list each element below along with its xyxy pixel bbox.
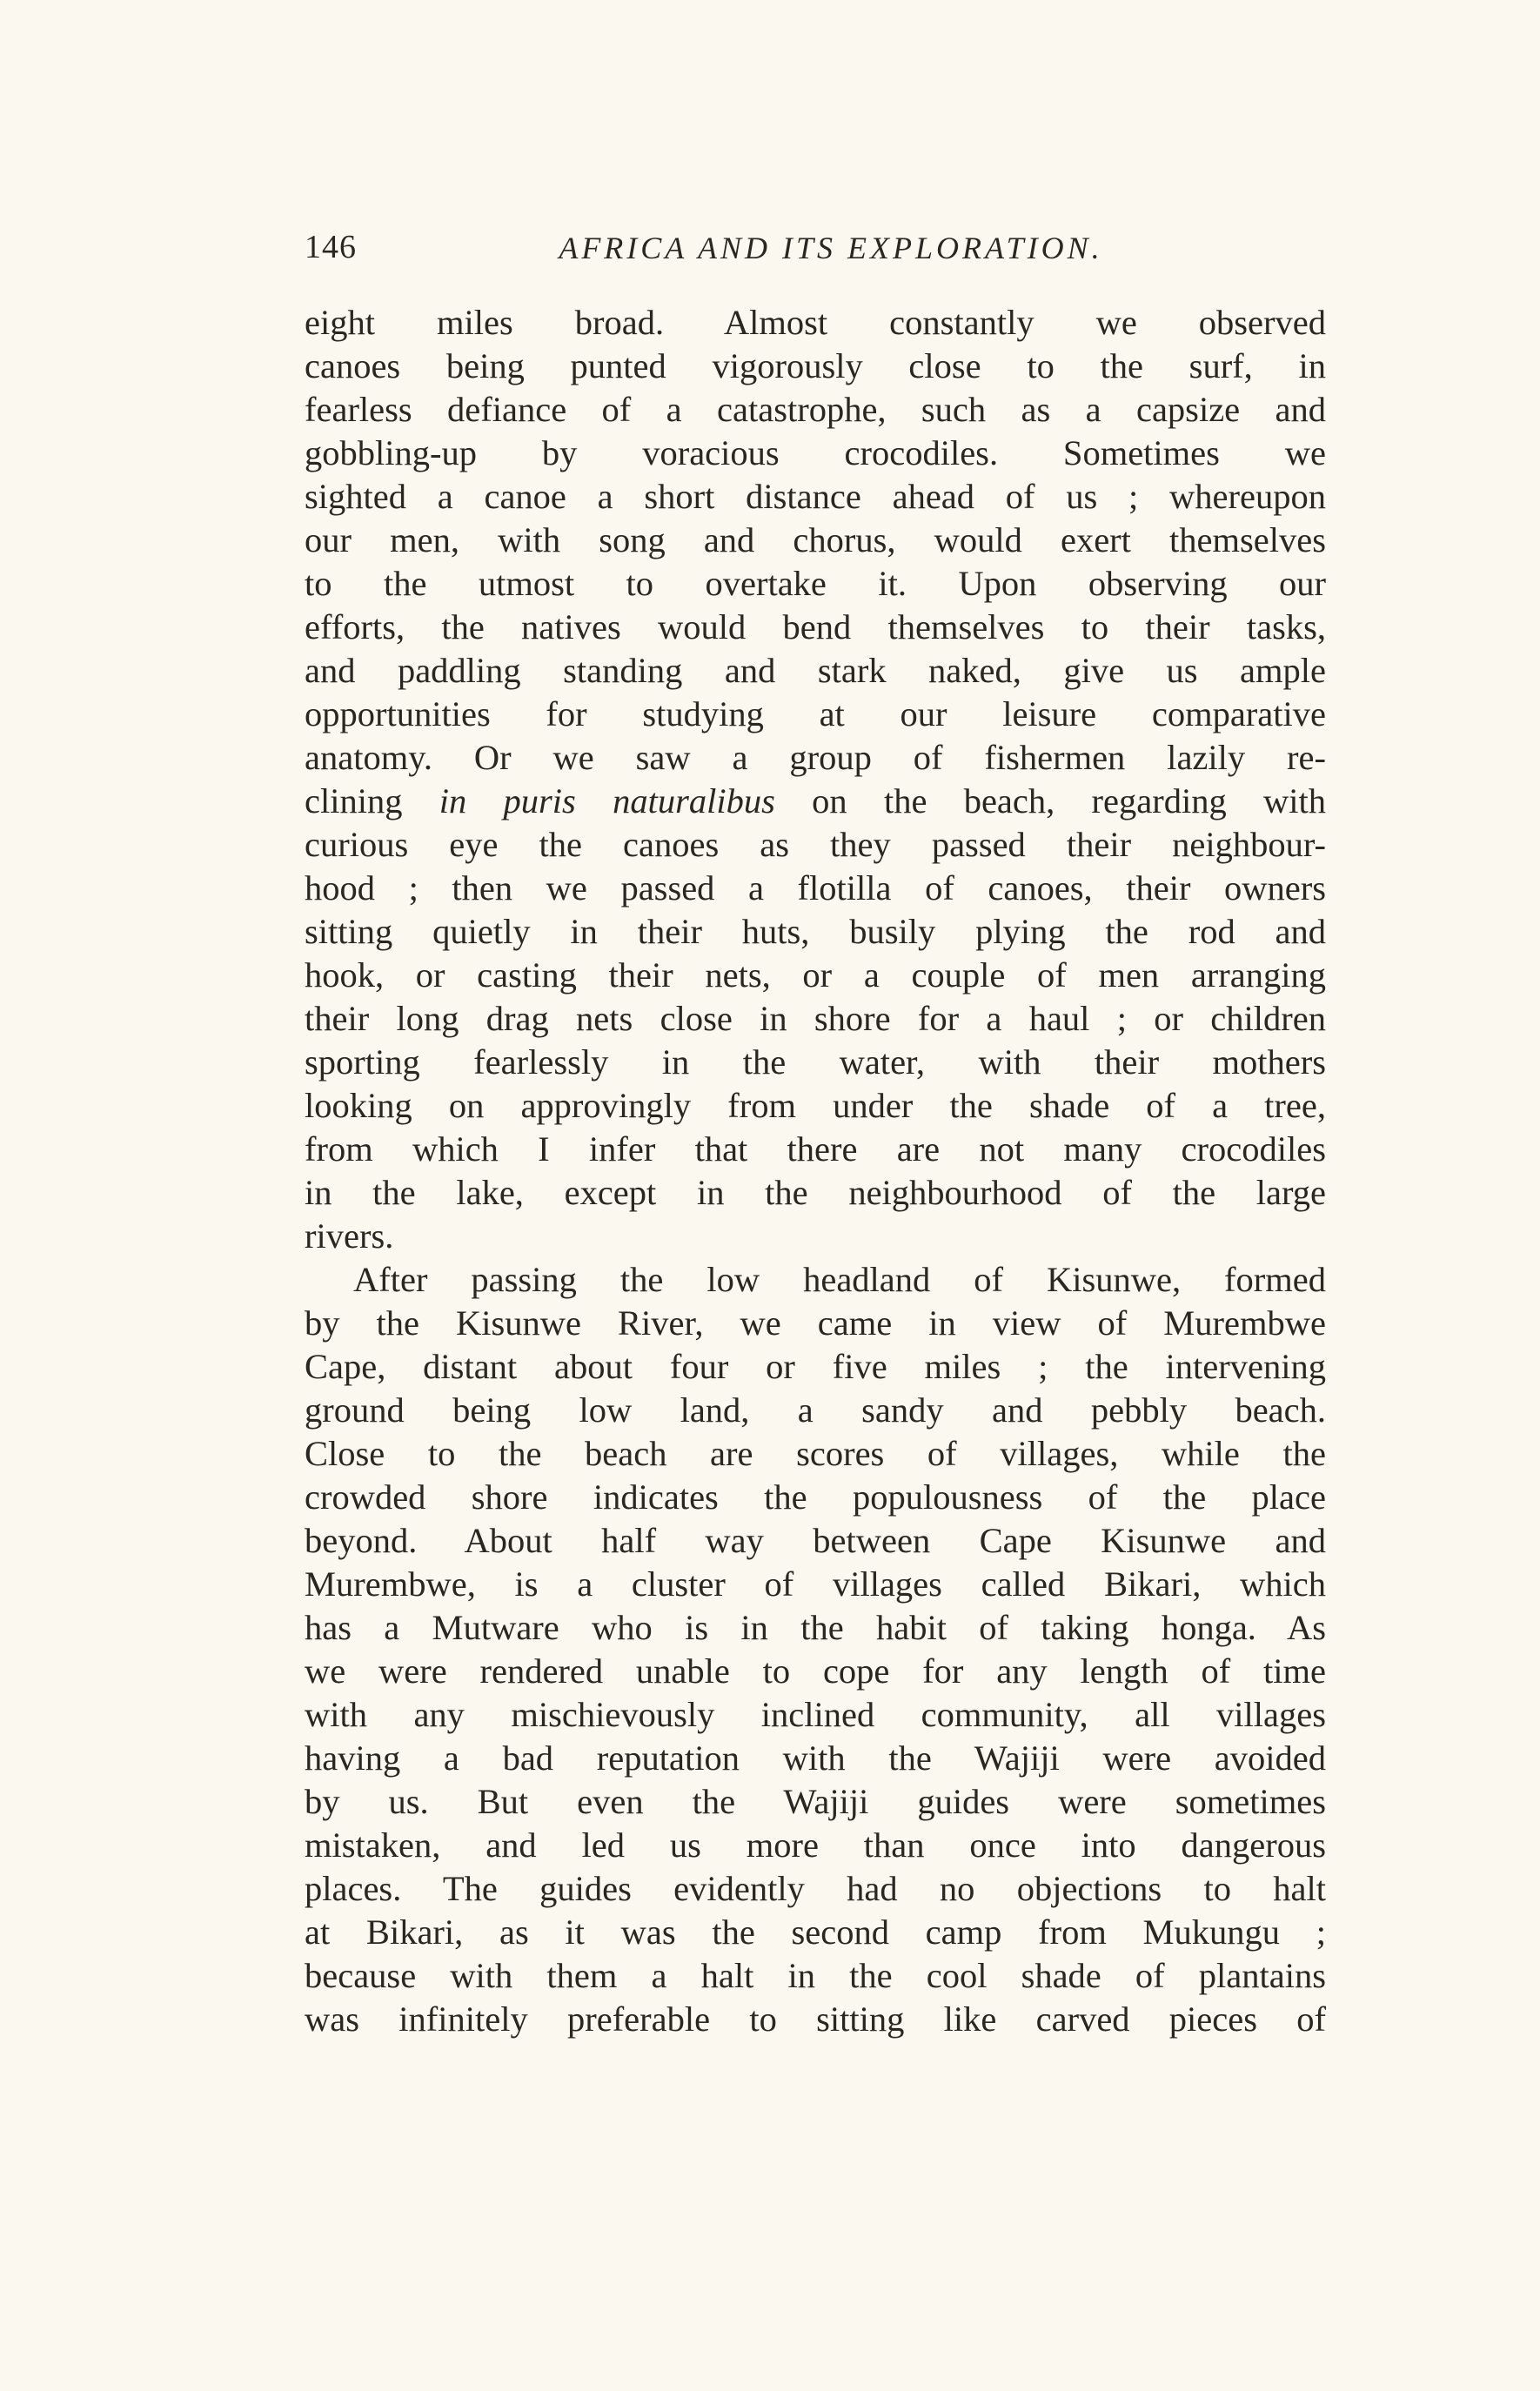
- text-line: mistaken, and led us more than once into dangerous: [305, 1825, 1326, 1865]
- text-line: with any mischievously inclined community, all villages: [305, 1695, 1326, 1734]
- text-line: Murembwe, is a cluster of villages called Bikari, which: [305, 1564, 1326, 1604]
- text-line: our men, with song and chorus, would exert themselves: [305, 520, 1326, 559]
- text-line: was infinitely preferable to sitting like carved pieces of: [305, 1999, 1326, 2039]
- text-line: efforts, the natives would bend themselves to their tasks,: [305, 607, 1326, 646]
- text-line: we were rendered unable to cope for any length of time: [305, 1651, 1326, 1691]
- text-line: from which I infer that there are not many crocodiles: [305, 1129, 1326, 1169]
- text-line: and paddling standing and stark naked, give us ample: [305, 651, 1326, 690]
- line-text-pre: clining: [305, 781, 439, 820]
- text-line-paragraph-start: After passing the low headland of Kisunwe, formed: [353, 1260, 1326, 1299]
- text-line: fearless defiance of a catastrophe, such as a capsize and: [305, 390, 1326, 429]
- text-line: their long drag nets close in shore for a haul ; or children: [305, 999, 1326, 1038]
- text-line: hook, or casting their nets, or a couple of men arranging: [305, 955, 1326, 995]
- running-title: AFRICA AND ITS EXPLORATION.: [559, 231, 1103, 265]
- text-line: curious eye the canoes as they passed their neighbour-: [305, 825, 1326, 864]
- text-line: canoes being punted vigorously close to the surf, in: [305, 346, 1326, 385]
- text-line: hood ; then we passed a flotilla of canoes, their owners: [305, 868, 1326, 908]
- text-line: anatomy. Or we saw a group of fishermen lazily re-: [305, 738, 1326, 777]
- text-line: by us. But even the Wajiji guides were sometimes: [305, 1782, 1326, 1821]
- text-line: sporting fearlessly in the water, with their mothers: [305, 1042, 1326, 1082]
- text-line: gobbling-up by voracious crocodiles. Sometimes we: [305, 433, 1326, 472]
- text-line: opportunities for studying at our leisure comparative: [305, 694, 1326, 733]
- text-line: beyond. About half way between Cape Kisunwe and: [305, 1521, 1326, 1560]
- text-line: Cape, distant about four or five miles ; the intervening: [305, 1347, 1326, 1386]
- text-line: Close to the beach are scores of villages, while the: [305, 1434, 1326, 1473]
- text-line: sitting quietly in their huts, busily plying the rod and: [305, 912, 1326, 951]
- text-line: by the Kisunwe River, we came in view of Murembwe: [305, 1303, 1326, 1343]
- body-text: [305, 301, 1326, 2041]
- text-line: crowded shore indicates the populousness of the place: [305, 1477, 1326, 1517]
- text-line: having a bad reputation with the Wajiji were avoided: [305, 1738, 1326, 1778]
- text-line: in the lake, except in the neighbourhood of the large: [305, 1173, 1326, 1212]
- page-number: 146: [305, 229, 357, 265]
- text-line: ground being low land, a sandy and pebbly beach.: [305, 1390, 1326, 1430]
- text-line: places. The guides evidently had no objections to halt: [305, 1869, 1326, 1908]
- text-line-paragraph-end: rivers.: [305, 1216, 394, 1256]
- text-line: eight miles broad. Almost constantly we observed: [305, 303, 1326, 342]
- text-line: looking on approvingly from under the shade of a tree,: [305, 1086, 1326, 1125]
- line-text-post: on the beach, regarding with: [774, 781, 1326, 820]
- italic-phrase: in puris naturalibus: [439, 781, 775, 820]
- text-line: has a Mutware who is in the habit of taking honga. As: [305, 1608, 1326, 1647]
- text-line: sighted a canoe a short distance ahead of us ; whereupon: [305, 477, 1326, 516]
- text-line: to the utmost to overtake it. Upon observing our: [305, 564, 1326, 603]
- text-line-with-italic: [305, 780, 1326, 823]
- page-header: [305, 228, 1322, 280]
- text-line: because with them a halt in the cool shade of plantains: [305, 1956, 1326, 1995]
- text-line: at Bikari, as it was the second camp from Mukungu ;: [305, 1912, 1326, 1952]
